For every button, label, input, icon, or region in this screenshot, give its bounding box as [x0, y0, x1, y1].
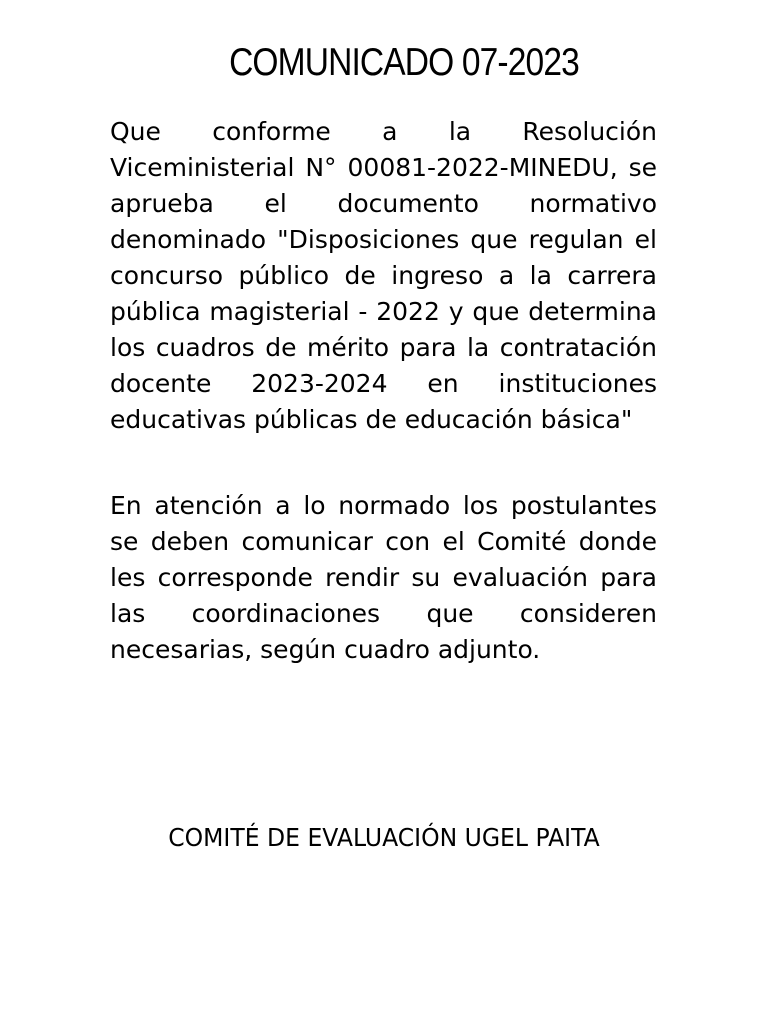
- paragraph-resolution: Que conforme a la Resolución Viceministerial N° 00081-2022-MINEDU, se aprueba el documento normativo denominado "Disposiciones que regulan el concurso público de ingreso a la carrera pública magisterial - 2022 y que determina los cuadros de mérito para la contratación docente 2023-2024 en instituciones educativas públicas de educación básica": [110, 117, 657, 434]
- signature-line: COMITÉ DE EVALUACIÓN UGEL PAITA: [168, 823, 600, 852]
- document-title: COMUNICADO 07-2023: [229, 41, 579, 84]
- paragraph-instructions: En atención a lo normado los postulantes se deben comunicar con el Comité donde les corresponde rendir su evaluación para las coordinaciones que consideren necesarias, según cuadro adjunto.: [110, 491, 657, 664]
